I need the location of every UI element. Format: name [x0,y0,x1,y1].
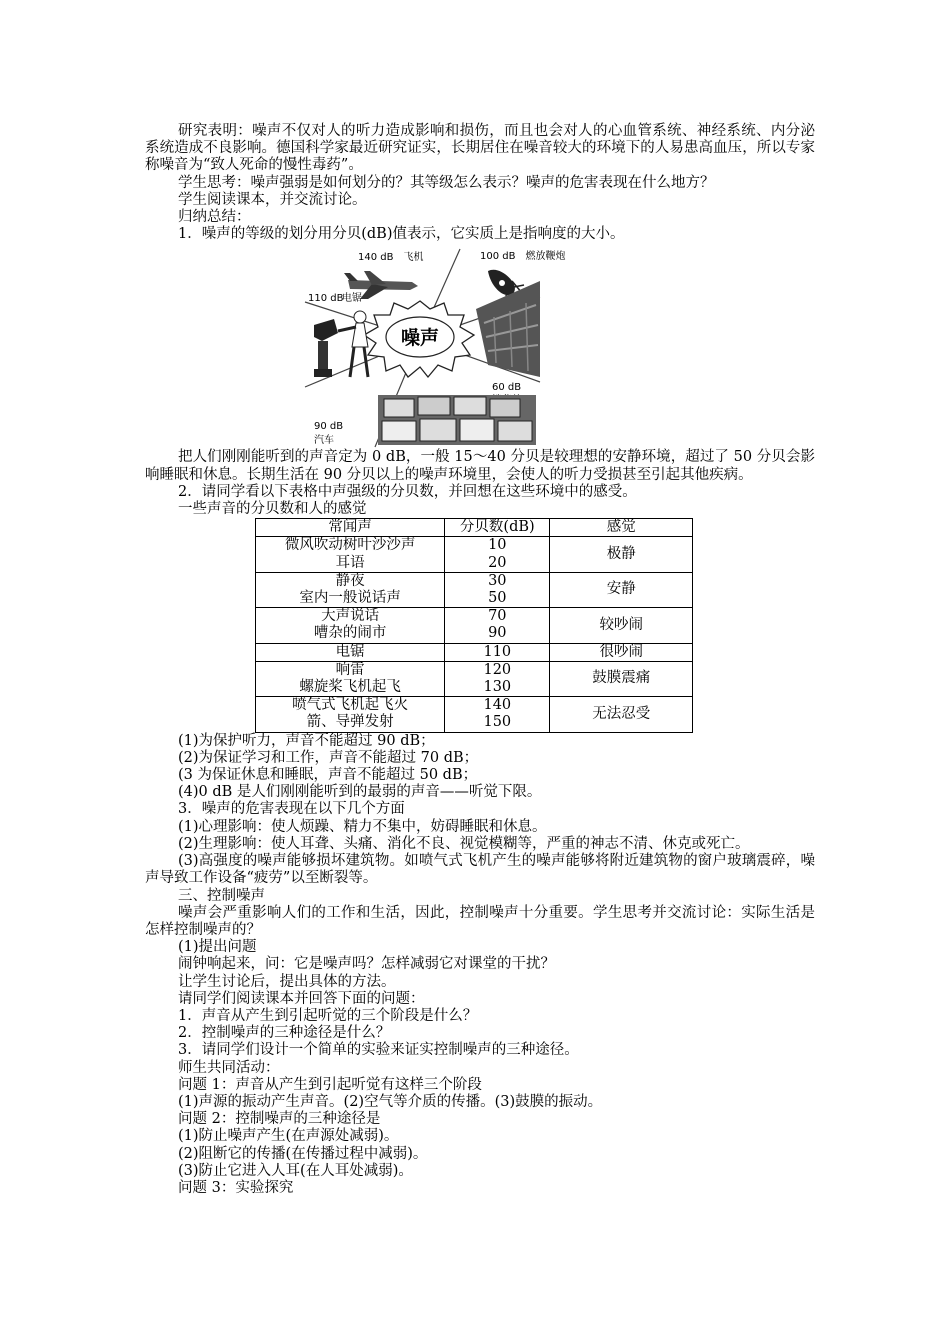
decibel-table [255,518,693,732]
question-2: 2．控制噪声的三种途径是什么？ [178,1025,391,1042]
plane-label: 140 dB 飞机 [358,252,424,264]
paragraph-point-3: 3．噪声的危害表现在以下几个方面 [178,801,405,818]
saw-db-label: 110 dB [308,293,344,305]
traffic-cars-icon [378,395,536,445]
header-feeling: 感觉 [550,519,693,537]
cell-sound: 大声说话 嘈杂的闹市 [256,608,445,643]
paragraph-raise-question: (1)提出问题 [178,939,257,956]
table-row [256,697,693,732]
table-row [256,537,693,572]
cell-db: 10 20 [445,537,550,572]
cell-feeling: 极静 [550,537,693,572]
answer-2-item-3: (3)防止它进入人耳(在人耳处减弱)。 [178,1162,413,1179]
answer-1-heading: 问题 1：声音从产生到引起听觉有这样三个阶段 [178,1076,482,1093]
table-row [256,608,693,643]
cell-sound: 静夜 室内一般说话声 [256,572,445,607]
answer-2-heading: 问题 2：控制噪声的三种途径是 [178,1111,381,1128]
paragraph-joint-activity: 师生共同活动： [178,1059,280,1076]
paragraph-point-2: 2．请同学看以下表格中声强级的分贝数，并回想在这些环境中的感受。 [178,483,637,500]
paragraph-zero-db: 把人们刚刚能听到的声音定为 0 dB，一般 15～40 分贝是较理想的安静环境，超过了 50 分贝会影响睡眠和休息。长期生活在 90 分贝以上的噪声环境里，会使人的听力受损甚至引起其他疾病。 [145,449,815,483]
paragraph-student-thinking: 学生思考：噪声强弱是如何划分的？其等级怎么表示？噪声的危害表现在什么地方？ [178,174,715,191]
paragraph-read-answer: 请同学们阅读课本并回答下面的问题： [178,990,425,1007]
cell-feeling: 较吵闹 [550,608,693,643]
paragraph-discuss: 让学生讨论后，提出具体的方法。 [178,973,396,990]
car-db-label: 90 dB [314,421,344,433]
cell-db: 30 50 [445,572,550,607]
paragraph-limit-2: (2)为保证学习和工作，声音不能超过 70 dB； [178,749,479,766]
cell-sound: 电锯 [256,643,445,661]
table-header-row [256,519,693,537]
paragraph-limit-1: (1)为保护听力，声音不能超过 90 dB； [178,732,435,749]
table-caption: 一些声音的分贝数和人的感觉 [178,501,367,518]
center-label: 噪声 [400,327,440,350]
paragraph-limit-4: (4)0 dB 是人们刚刚能听到的最弱的声音——听觉下限。 [178,784,542,801]
noise-level-figure [300,247,566,447]
table-row [256,572,693,607]
firecracker-label: 100 dB 燃放鞭炮 [480,251,566,263]
answer-3-heading: 问题 3：实验探究 [178,1179,294,1196]
section-heading-control-noise: 三、控制噪声 [178,887,265,904]
paragraph-harm-2: (2)生理影响：使人耳聋、头痛、消化不良、视觉模糊等，严重的神志不清、休克或死亡。 [178,835,750,852]
paragraph-point-1: 1．噪声的等级的划分用分贝(dB)值表示，它实质上是指响度的大小。 [178,226,625,243]
paragraph-limit-3: (3 为保证休息和睡眠，声音不能超过 50 dB； [178,767,478,784]
paragraph-student-reading: 学生阅读课本，并交流讨论。 [178,191,367,208]
paragraph-research: 研究表明：噪声不仅对人的听力造成影响和损伤，而且也会对人的心血管系统、神经系统、内分泌系统造成不良影响。德国科学家最近研究证实，长期居住在噪音较大的环境下的人易患高血压，所以专家称噪音为“致人死命的慢性毒药”。 [145,123,815,174]
paragraph-summary-heading: 归纳总结： [178,209,251,226]
paragraph-alarm: 闹钟响起来，问：它是噪声吗？怎样减弱它对课堂的干扰？ [178,956,555,973]
cell-feeling: 无法忍受 [550,697,693,732]
cell-sound: 微风吹动树叶沙沙声 耳语 [256,537,445,572]
cell-db: 120 130 [445,661,550,696]
header-db: 分贝数(dB) [445,519,550,537]
header-sound: 常闻声 [256,519,445,537]
cell-db: 140 150 [445,697,550,732]
car-name-label: 汽车 [314,435,334,447]
cell-sound: 喷气式飞机起飞火 箭、导弹发射 [256,697,445,732]
cell-sound: 响雷 螺旋桨飞机起飞 [256,661,445,696]
paragraph-control-intro: 噪声会严重影响人们的工作和生活，因此，控制噪声十分重要。学生思考并交流讨论：实际生活是怎样控制噪声的？ [145,904,815,938]
document-body [145,123,815,1197]
paragraph-harm-1: (1)心理影响：使人烦躁、精力不集中，妨碍睡眠和休息。 [178,818,547,835]
cell-feeling: 鼓膜震痛 [550,661,693,696]
cell-db: 70 90 [445,608,550,643]
table-row [256,643,693,661]
paragraph-harm-3: (3)高强度的噪声能够损坏建筑物。如喷气式飞机产生的噪声能够将附近建筑物的窗户玻璃震碎，噪声导致工作设备“疲劳”以至断裂等。 [145,853,815,887]
answer-2-item-2: (2)阻断它的传播(在传播过程中减弱)。 [178,1145,428,1162]
saw-name-label: 电锯 [342,293,362,305]
cell-db: 110 [445,643,550,661]
market-db-label: 60 dB [492,382,522,394]
question-1: 1．声音从产生到引起听觉的三个阶段是什么？ [178,1007,478,1024]
answer-1-body: (1)声源的振动产生声音。(2)空气等介质的传播。(3)鼓膜的振动。 [178,1093,603,1110]
cell-feeling: 安静 [550,572,693,607]
answer-2-item-1: (1)防止噪声产生(在声源处减弱)。 [178,1128,399,1145]
cell-feeling: 很吵闹 [550,643,693,661]
question-3: 3．请同学们设计一个简单的实验来证实控制噪声的三种途径。 [178,1042,579,1059]
table-row [256,661,693,696]
